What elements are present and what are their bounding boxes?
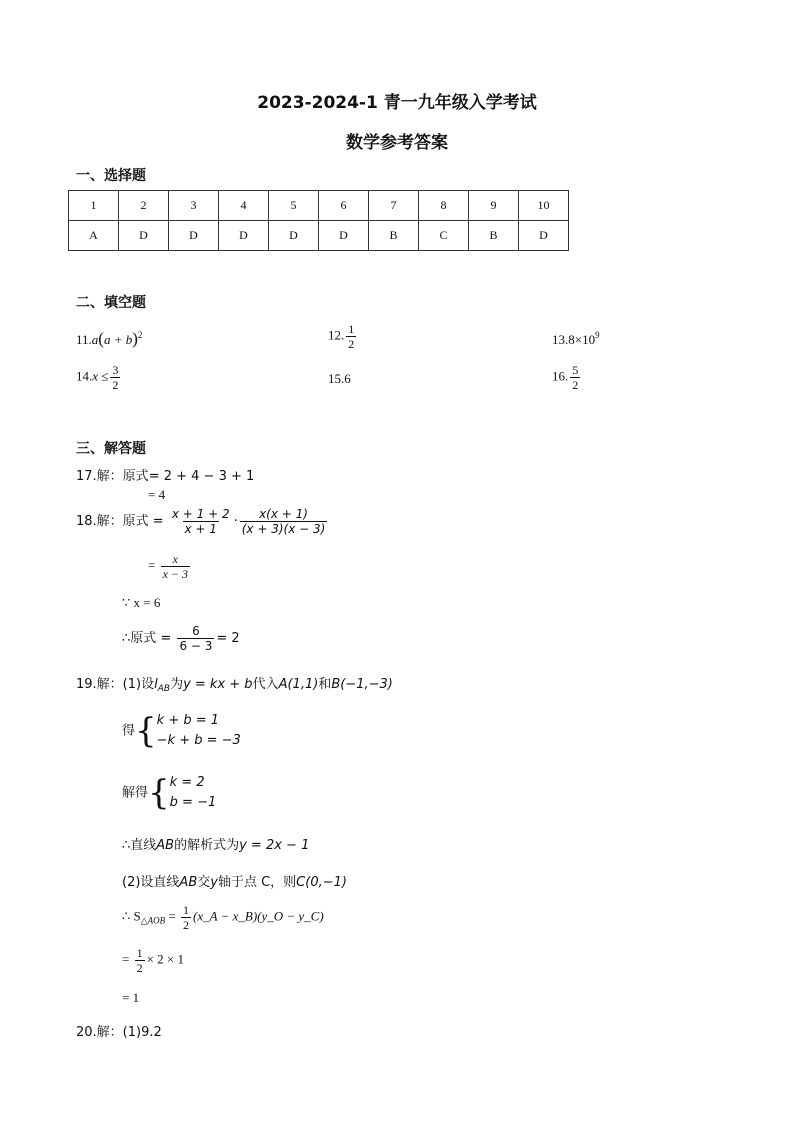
q19-line-equation: [122, 834, 309, 853]
numerator: 3: [112, 363, 119, 377]
fill-answer-15: [328, 371, 351, 387]
fill-answer-16: [552, 363, 582, 392]
table-cell: 7: [369, 191, 419, 221]
q18-line1: [76, 507, 329, 536]
text: 得: [122, 723, 136, 739]
table-cell: D: [119, 221, 169, 251]
page-title: 2023-2024-1 青一九年级入学考试: [257, 93, 537, 113]
text: (2)设直线: [122, 875, 180, 890]
fraction: [346, 322, 356, 351]
paren: (: [98, 329, 104, 348]
equals: =: [168, 908, 176, 924]
math-expr: (x_A − x_B)(y_O − y_C): [193, 908, 324, 924]
denominator: 2: [572, 378, 579, 392]
math-var: AB: [156, 838, 175, 853]
q19-line1: [76, 673, 393, 694]
equals: =: [122, 951, 130, 967]
q18-because: ∵ x = 6: [122, 595, 161, 610]
result: = 2: [216, 631, 240, 646]
fraction: [181, 903, 191, 932]
equation-system: [157, 711, 241, 751]
math-expr: x ≤: [92, 368, 109, 384]
table-cell: 2: [119, 191, 169, 221]
text: 交: [197, 875, 211, 890]
denominator: 6 − 3: [179, 639, 213, 653]
question-number: 12.: [328, 327, 345, 343]
math-var: y: [210, 875, 218, 890]
q19-part2: [122, 871, 347, 890]
table-cell: 10: [519, 191, 569, 221]
q17-line1: [76, 465, 254, 484]
table-cell: D: [169, 221, 219, 251]
math-var: l: [154, 677, 158, 692]
brace: {: [148, 773, 170, 813]
text: 的解析式为: [174, 838, 240, 853]
denominator: 2: [136, 961, 143, 975]
text: 解得: [122, 785, 149, 801]
q19-label: 19.解：(1)设: [76, 677, 155, 692]
table-cell: D: [219, 221, 269, 251]
therefore-label: ∴原式 =: [122, 631, 172, 646]
math-expr: y = kx + b: [183, 677, 253, 692]
fraction: [177, 624, 214, 653]
table-cell: C: [419, 221, 469, 251]
text: 和: [318, 677, 332, 692]
equation: k = 2: [169, 775, 205, 790]
numerator: 6: [192, 624, 200, 638]
equals: =: [148, 557, 156, 573]
subscript: AB: [157, 684, 171, 694]
text: 轴于点 C，则: [217, 875, 297, 890]
numerator: x(x + 1): [259, 507, 308, 521]
denominator: (x + 3)(x − 3): [241, 522, 326, 536]
fraction: [135, 946, 145, 975]
q18-label: 18.解：原式 =: [76, 514, 164, 529]
q19-system1: [122, 711, 241, 751]
point-c: C(0,−1): [296, 875, 347, 890]
table-cell: 6: [319, 191, 369, 221]
table-cell: D: [269, 221, 319, 251]
q20-line1: 20.解：(1)9.2: [76, 1025, 162, 1040]
question-number: 15.: [328, 371, 345, 386]
text: ∴直线: [122, 838, 157, 853]
exponent: 9: [595, 330, 600, 340]
paren: ): [132, 329, 138, 348]
section-solve-heading: 三、解答题: [76, 441, 146, 457]
equation: −k + b = −3: [156, 733, 241, 748]
q18-therefore: [122, 624, 240, 653]
math-var: a: [91, 332, 99, 347]
q19-step3: = 1: [122, 990, 140, 1005]
q19-system2: [122, 773, 216, 813]
denominator: 2: [348, 337, 355, 351]
table-cell: B: [469, 221, 519, 251]
math-expr: y = 2x − 1: [239, 838, 310, 853]
question-number: 11.: [76, 332, 92, 347]
question-number: 16.: [552, 368, 569, 384]
numerator: 1: [348, 322, 355, 336]
table-cell: D: [519, 221, 569, 251]
table-cell: 8: [419, 191, 469, 221]
multiply-dot: ·: [233, 514, 238, 529]
math-expr: = 2 + 4 − 3 + 1: [148, 469, 255, 484]
question-number: 13.: [552, 332, 569, 347]
numerator: 1: [136, 946, 143, 960]
table-row-answers: [69, 221, 569, 251]
choice-answer-table: [68, 190, 569, 251]
numerator: x: [172, 552, 178, 566]
table-cell: 5: [269, 191, 319, 221]
text: 代入: [252, 677, 279, 692]
q18-line2: [148, 552, 192, 581]
numerator: 5: [572, 363, 579, 377]
point-b: B(−1,−3): [331, 677, 393, 692]
equation-system: [170, 773, 217, 813]
table-cell: A: [69, 221, 119, 251]
page-subtitle: 数学参考答案: [346, 133, 448, 153]
math-expr: 8×10: [568, 332, 596, 347]
table-cell: 9: [469, 191, 519, 221]
question-number: 14.: [76, 368, 93, 384]
numerator: 1: [183, 903, 190, 917]
denominator: 2: [183, 918, 190, 932]
fraction: [570, 363, 580, 392]
point-a: A(1,1): [278, 677, 319, 692]
section-choice-heading: 一、选择题: [76, 168, 146, 184]
fill-answer-13: [552, 330, 600, 348]
answer-value: 6: [344, 371, 351, 386]
q19-step2: [122, 946, 184, 975]
table-cell: 4: [219, 191, 269, 221]
text: 为: [170, 677, 184, 692]
equation: k + b = 1: [156, 713, 220, 728]
text: ∴ S: [122, 908, 141, 924]
fraction: [240, 507, 328, 536]
fraction: [170, 507, 232, 536]
math-expr: × 2 × 1: [146, 951, 185, 967]
math-var: AB: [179, 875, 198, 890]
denominator: x + 1: [184, 522, 217, 536]
table-cell: 3: [169, 191, 219, 221]
table-cell: D: [319, 221, 369, 251]
fraction: [161, 552, 190, 581]
exponent: 2: [137, 330, 143, 340]
q17-label: 17.解：原式: [76, 469, 149, 484]
fill-answer-11: [76, 329, 142, 349]
table-cell: B: [369, 221, 419, 251]
fraction: [110, 363, 120, 392]
fill-answer-12: [328, 322, 358, 351]
brace: {: [135, 711, 157, 751]
math-expr: a + b: [103, 332, 133, 347]
section-fill-heading: 二、填空题: [76, 295, 146, 311]
table-row-numbers: [69, 191, 569, 221]
q19-area: [122, 903, 324, 932]
denominator: x − 3: [162, 567, 189, 581]
denominator: 2: [112, 378, 119, 392]
subscript: △AOB: [140, 915, 166, 926]
numerator: x + 1 + 2: [171, 507, 230, 521]
equation: b = −1: [169, 795, 217, 810]
fill-answer-14: [76, 363, 122, 392]
table-cell: 1: [69, 191, 119, 221]
q17-line2: = 4: [148, 487, 166, 502]
